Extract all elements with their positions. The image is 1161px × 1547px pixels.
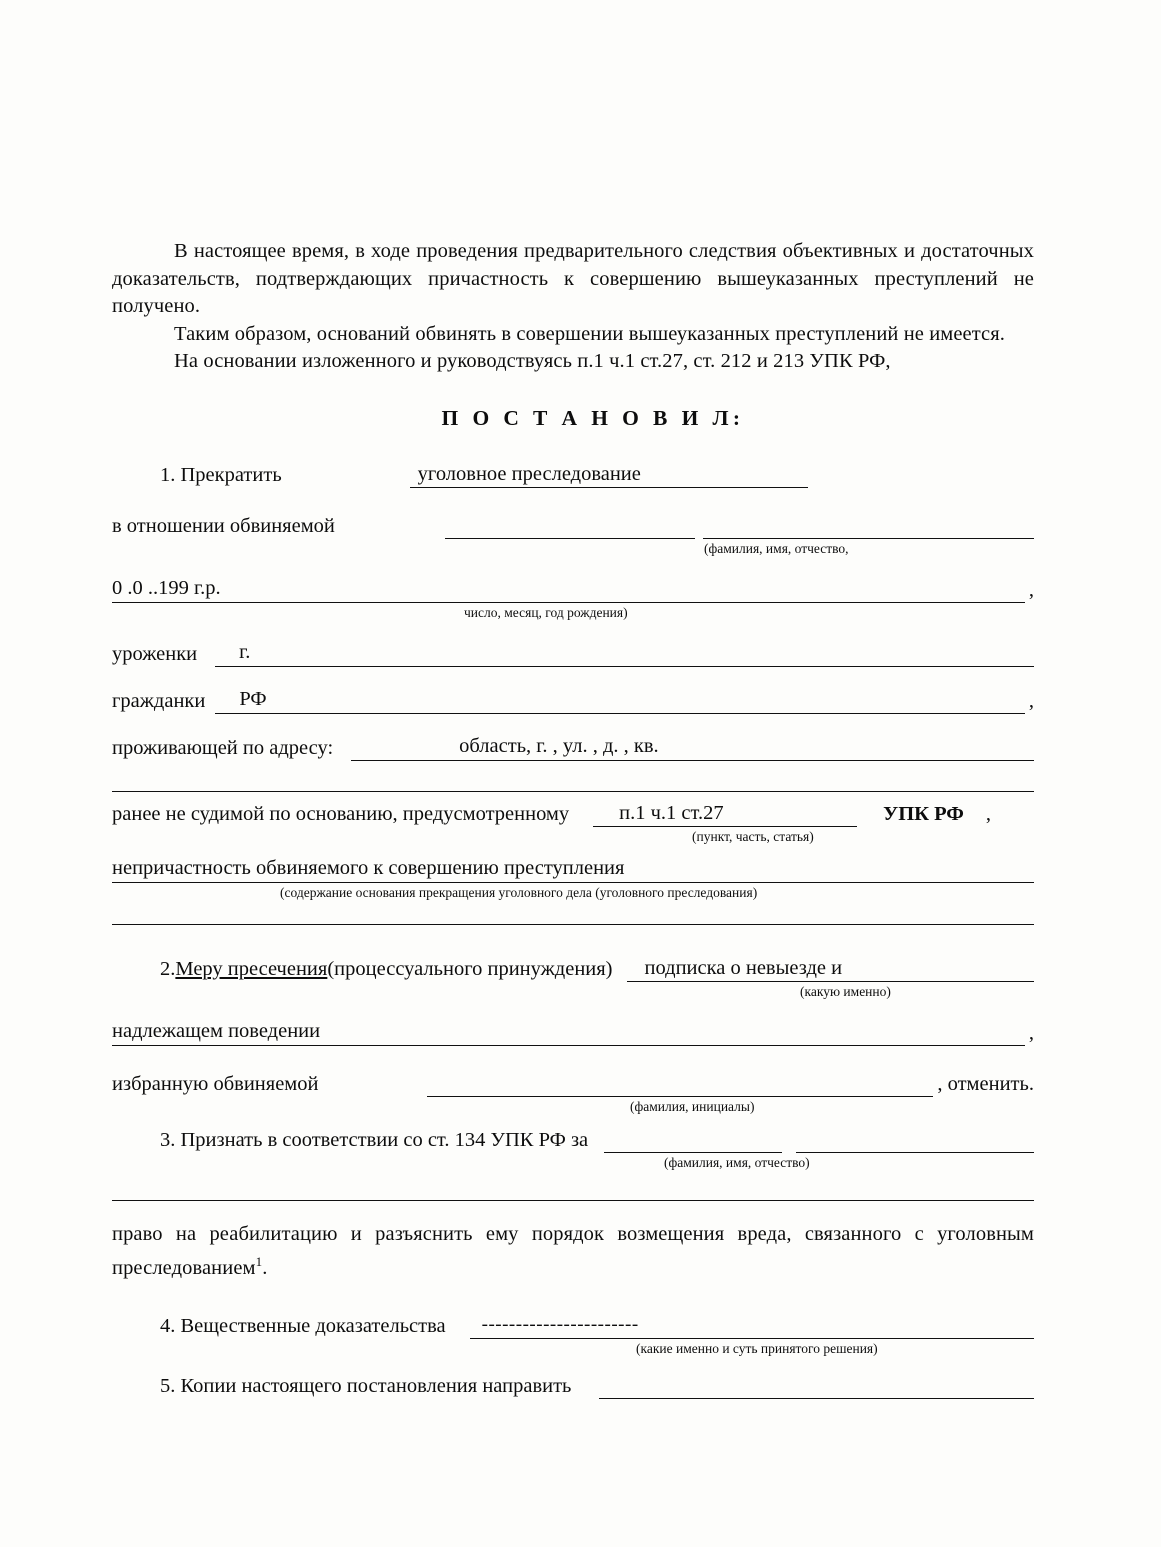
intro-paragraph-3: На основании изложенного и руководствуясь п.1 ч.1 ст.27, ст. 212 и 213 УПК РФ,	[174, 350, 891, 372]
criminal-record-row	[112, 800, 1034, 827]
birthdate-field[interactable]	[112, 576, 1025, 603]
citizenship-field[interactable]	[215, 687, 1025, 714]
item1-value-field[interactable]: уголовное преследование	[410, 461, 808, 488]
address-value: область, г. , ул. , д. , кв.	[459, 734, 659, 757]
copies-recipient-field[interactable]	[599, 1372, 1034, 1399]
birthdate-caption-row	[112, 603, 1034, 620]
address-row	[112, 734, 1034, 761]
item2-rest-label: (процессуального принуждения)	[327, 957, 613, 980]
measure-continuation-value: надлежащем поведении	[112, 1019, 321, 1042]
address-label: проживающей по адресу:	[112, 736, 334, 759]
ruling-heading: П О С Т А Н О В И Л:	[441, 405, 745, 430]
cancel-text: , отменить.	[937, 1072, 1034, 1095]
grounds-caption: (содержание основания прекращения уголовного дела (уголовного преследования)	[280, 884, 758, 900]
grounds-row	[112, 856, 1034, 883]
item5-label: 5. Копии настоящего постановления направить	[160, 1375, 572, 1398]
item3-caption: (фамилия, имя, отчество)	[664, 1154, 810, 1170]
evidence-field[interactable]: -----------------------	[470, 1312, 1034, 1339]
birthplace-label: уроженки	[112, 642, 198, 665]
citizenship-label: гражданки	[112, 689, 206, 712]
chosen-measure-label: избранную обвиняемой	[112, 1072, 319, 1095]
document-body	[112, 238, 1034, 1399]
grounds-field[interactable]	[112, 856, 1034, 883]
item3-row	[112, 1126, 1034, 1153]
item4-row	[112, 1312, 1034, 1339]
article-caption-row	[112, 827, 1034, 844]
item2-number: 2.	[160, 957, 176, 980]
measure-continuation-comma: ,	[1028, 1021, 1034, 1044]
article-caption: (пункт, часть, статья)	[692, 828, 814, 844]
item4-caption-row	[112, 1339, 1034, 1356]
chosen-measure-row	[112, 1070, 1034, 1097]
birthplace-row	[112, 640, 1034, 667]
item1-label: 1. Прекратить	[160, 463, 282, 486]
item5-row	[112, 1372, 1034, 1399]
item3-body	[112, 1221, 1034, 1283]
citizenship-value: РФ	[239, 687, 267, 710]
birthdate-trailing-comma: ,	[1028, 578, 1034, 601]
item4-caption: (какие именно и суть принятого решения)	[636, 1341, 878, 1357]
accused-caption-row	[112, 539, 1034, 556]
item2-row	[112, 955, 1034, 982]
accused-name-field-right[interactable]	[703, 512, 1034, 539]
item3-body-end: .	[262, 1256, 268, 1279]
birthdate-row	[112, 576, 1034, 603]
item3-label: 3. Признать в соответствии со ст. 134 УПК РФ за	[160, 1128, 589, 1151]
item3-caption-row	[112, 1153, 1034, 1170]
accused-label: в отношении обвиняемой	[112, 514, 335, 537]
birthplace-value: г.	[239, 640, 251, 663]
article-field[interactable]: п.1 ч.1 ст.27	[593, 800, 857, 827]
birthplace-field[interactable]	[215, 640, 1034, 667]
grounds-caption-row	[112, 883, 1034, 900]
item1-row	[112, 461, 1034, 488]
record-trailing-comma: ,	[985, 802, 992, 825]
grounds-value: непричастность обвиняемого к совершению преступления	[112, 856, 625, 879]
item3-body-text: право на реабилитацию и разъяснить ему порядок возмещения вреда, связанного с уголовным преследованием	[112, 1222, 1034, 1279]
measure-caption: (какую именно)	[800, 983, 891, 999]
measure-continuation-field[interactable]	[112, 1019, 1025, 1046]
criminal-record-label: ранее не судимой по основанию, предусмотренному	[112, 802, 570, 825]
accused-name-field-left[interactable]	[445, 512, 695, 539]
item4-label: 4. Вещественные доказательства	[160, 1315, 446, 1338]
chosen-measure-caption: (фамилия, инициалы)	[630, 1098, 755, 1114]
birthdate-caption: число, месяц, год рождения)	[464, 604, 628, 620]
accused-row	[112, 512, 1034, 539]
measure-field[interactable]: подписка о невыезде и	[627, 955, 1034, 982]
rehab-name-field-right[interactable]	[796, 1126, 1034, 1153]
citizenship-row	[112, 687, 1034, 714]
address-field[interactable]	[351, 734, 1034, 761]
measure-caption-row	[112, 982, 1034, 999]
intro-paragraph-1: В настоящее время, в ходе проведения предварительного следствия объективных и достаточных доказательств, подтверждающих причастность к совершению вышеуказанных преступлений не получено.	[112, 240, 1034, 317]
item2-underlined-label: Меру пресечения	[175, 957, 328, 980]
code-label: УПК РФ	[883, 802, 964, 825]
item3-footnote-marker: 1	[255, 1254, 263, 1269]
intro-paragraph-2: Таким образом, оснований обвинять в совершении вышеуказанных преступлений не имеется.	[174, 322, 1006, 345]
chosen-measure-caption-row	[112, 1097, 1034, 1114]
accused-caption: (фамилия, имя, отчество,	[704, 540, 849, 556]
measure-continuation-row	[112, 1019, 1034, 1046]
citizenship-trailing-comma: ,	[1028, 689, 1034, 712]
birthdate-value: 0 .0 ..199 г.р.	[112, 576, 221, 599]
chosen-measure-name-field[interactable]	[427, 1070, 934, 1097]
rehab-name-field-left[interactable]	[604, 1126, 782, 1153]
